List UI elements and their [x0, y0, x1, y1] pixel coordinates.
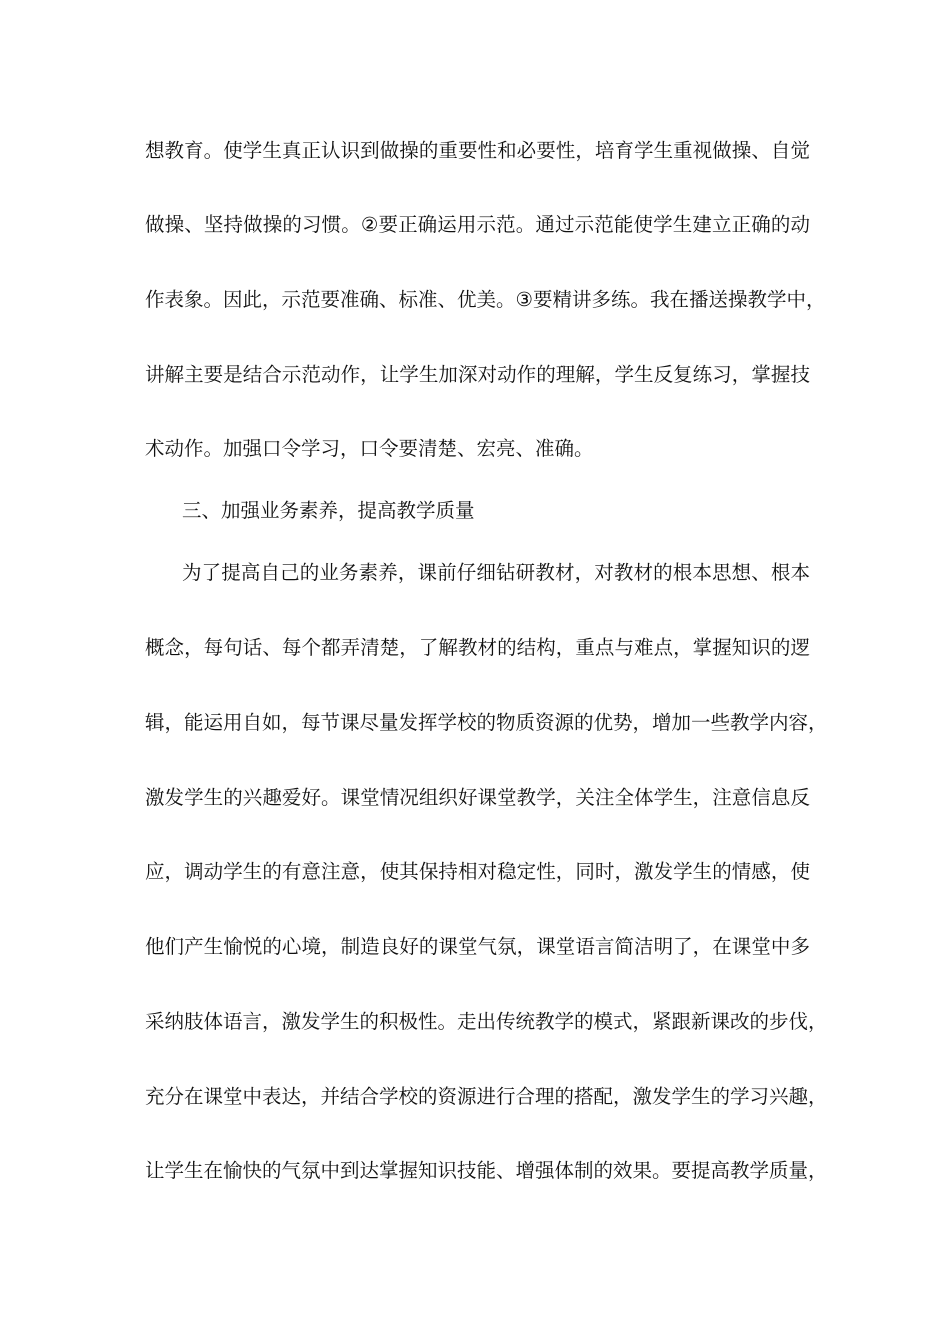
- text-line: 让学生在愉快的气氛中到达掌握知识技能、增强体制的效果。要提高教学质量，: [145, 1159, 828, 1182]
- section-heading: 三、加强业务素养，提高教学质量: [182, 499, 475, 522]
- text-line: 采纳肢体语言，激发学生的积极性。走出传统教学的模式，紧跟新课改的步伐，: [145, 1010, 828, 1033]
- text-line: 术动作。加强口令学习，口令要清楚、宏亮、准确。: [145, 437, 594, 460]
- text-line: 应，调动学生的有意注意，使其保持相对稳定性，同时，激发学生的情感，使: [145, 860, 810, 883]
- text-line: 作表象。因此，示范要准确、标准、优美。③要精讲多练。我在播送操教学中，: [145, 288, 826, 311]
- text-line: 讲解主要是结合示范动作，让学生加深对动作的理解，学生反复练习，掌握技: [145, 363, 810, 386]
- text-line: 想教育。使学生真正认识到做操的重要性和必要性，培育学生重视做操、自觉: [145, 139, 810, 162]
- text-line: 激发学生的兴趣爱好。课堂情况组织好课堂教学，关注全体学生，注意信息反: [145, 786, 810, 809]
- text-line: 他们产生愉悦的心境，制造良好的课堂气氛，课堂语言简洁明了，在课堂中多: [145, 935, 810, 958]
- text-line: 概念，每句话、每个都弄清楚，了解教材的结构，重点与难点，掌握知识的逻: [145, 636, 810, 659]
- text-line: 做操、坚持做操的习惯。②要正确运用示范。通过示范能使学生建立正确的动: [145, 213, 810, 236]
- text-line: 为了提高自己的业务素养，课前仔细钻研教材，对教材的根本思想、根本: [182, 561, 810, 584]
- text-line: 辑，能运用自如，每节课尽量发挥学校的物质资源的优势，增加一些教学内容，: [145, 711, 828, 734]
- text-line: 充分在课堂中表达，并结合学校的资源进行合理的搭配，激发学生的学习兴趣，: [145, 1085, 828, 1108]
